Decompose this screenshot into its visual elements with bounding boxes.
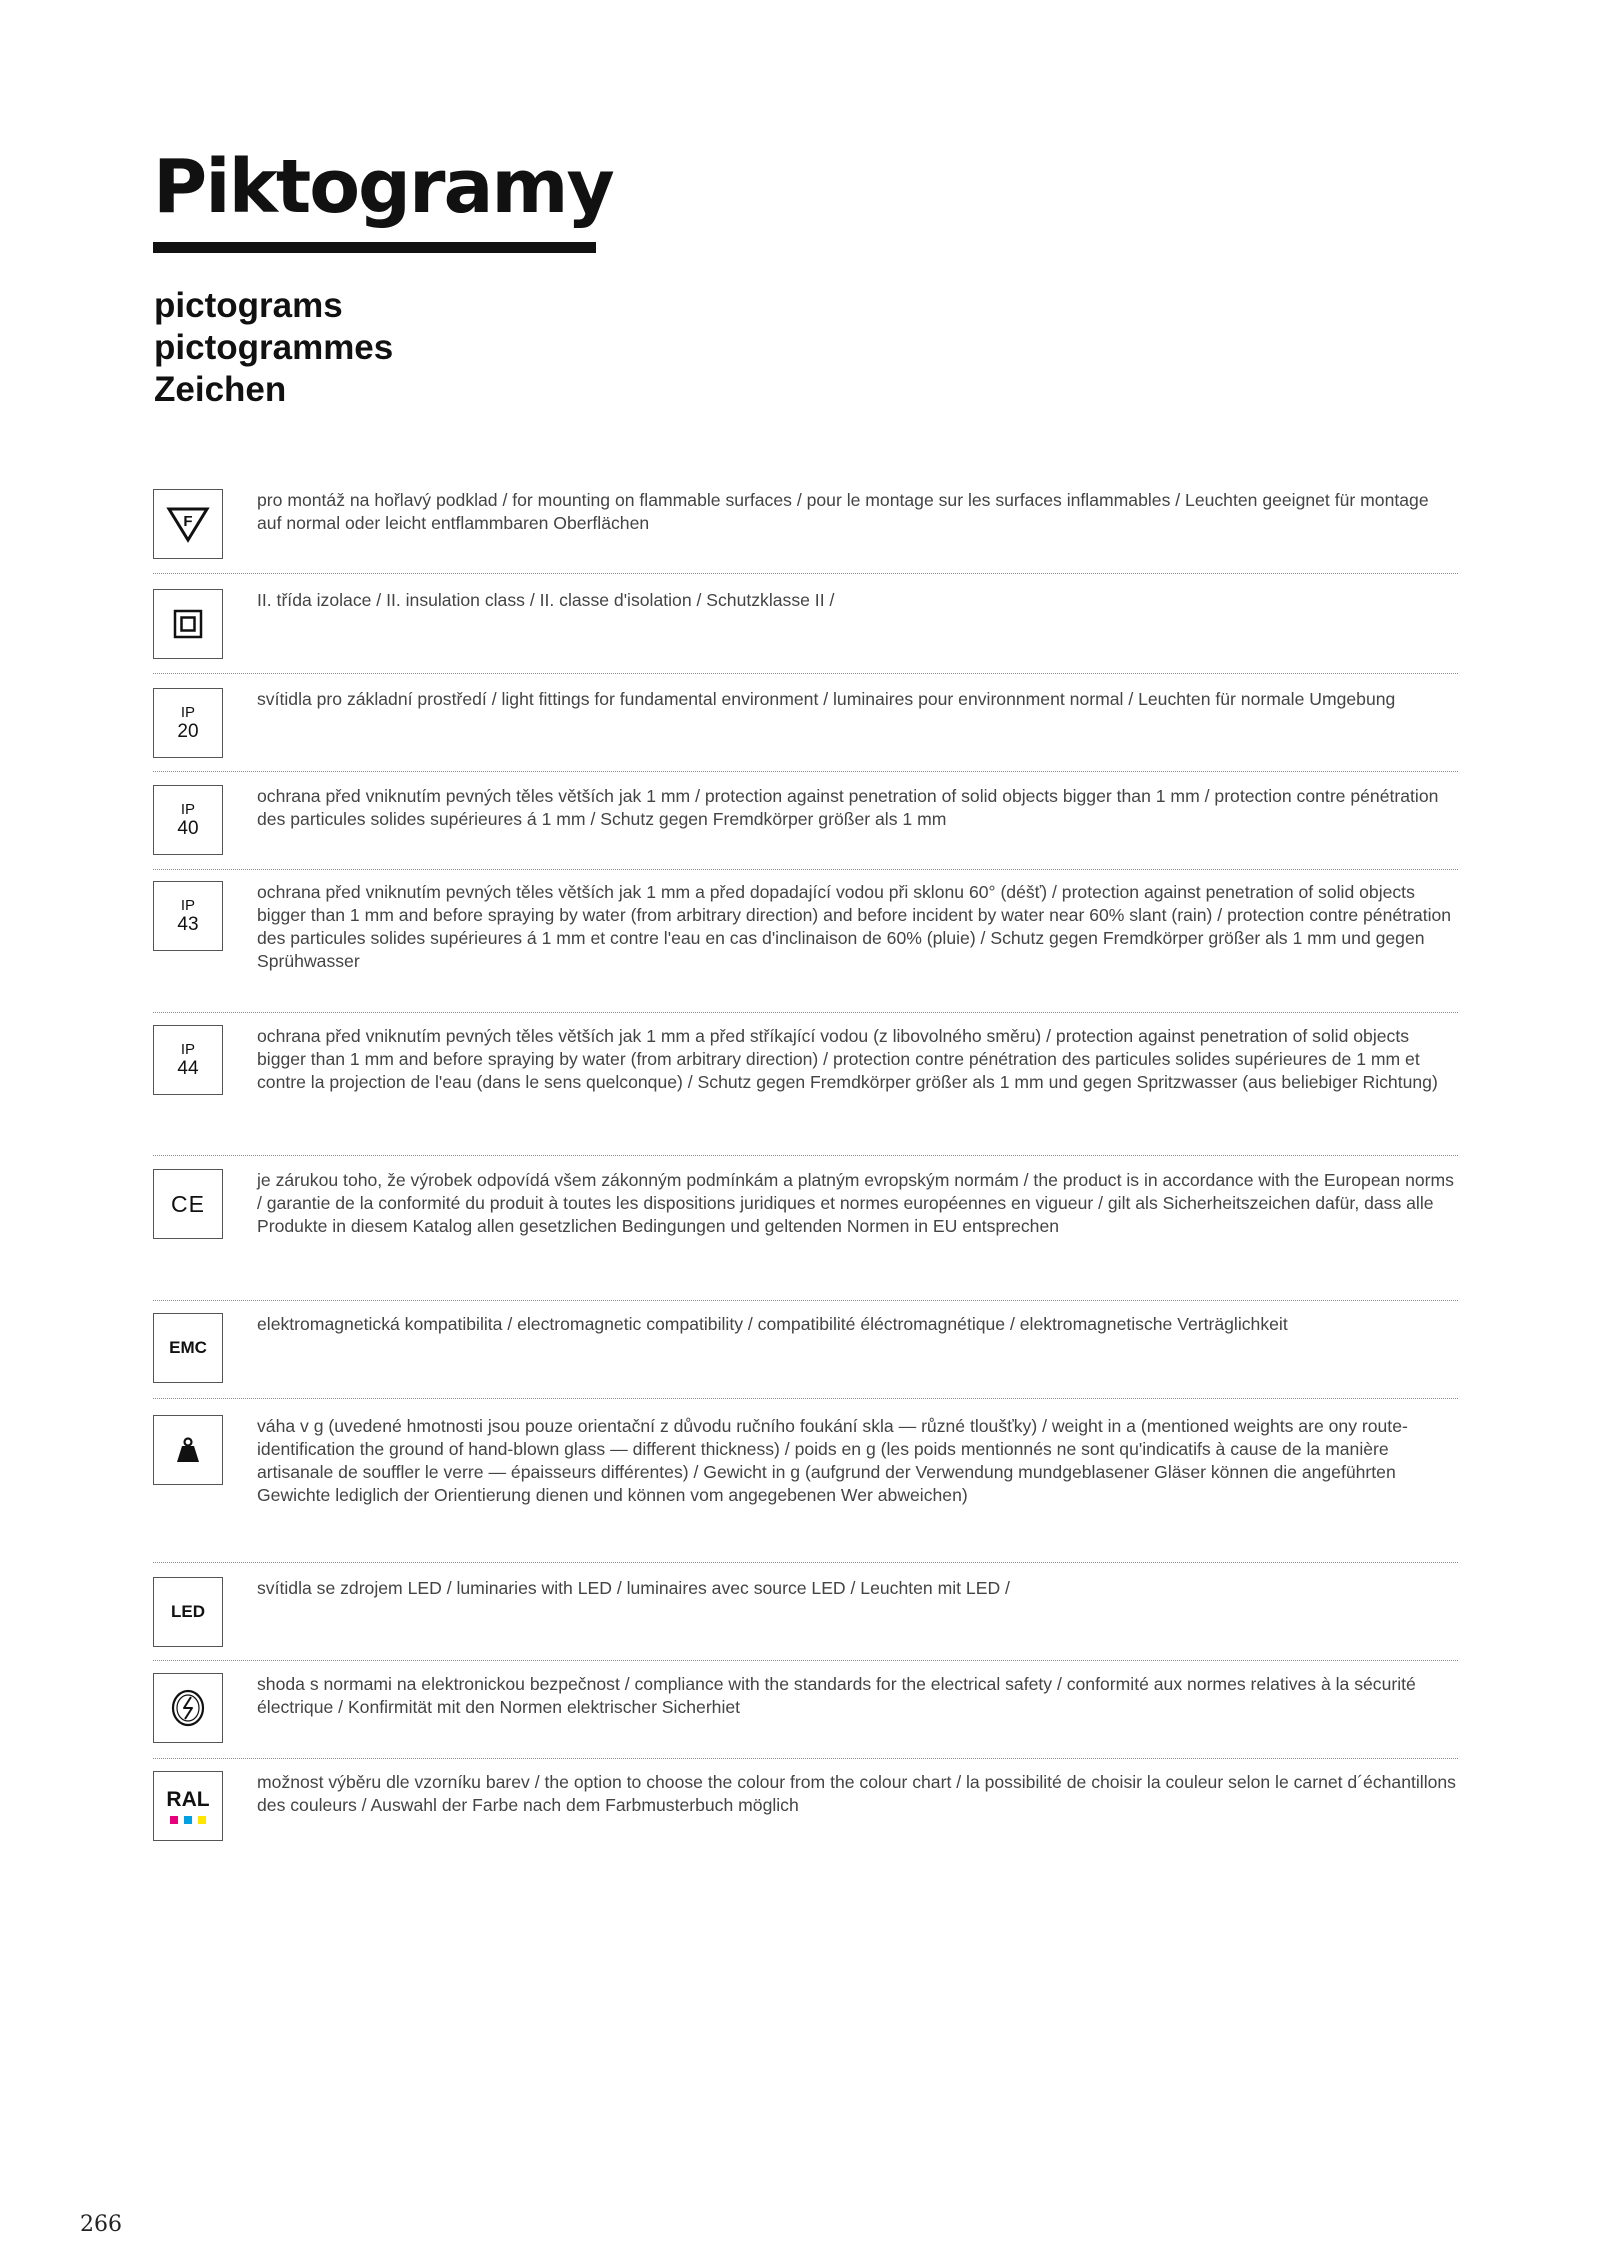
pictogram-description: ochrana před vniknutím pevných těles větších jak 1 mm a před dopadající vodou při sklonu 60° (déšť) / protection against penetration of solid objects bigger than 1 mm and before spraying by water (from arbitrary direction) and before incident by water near 60% slant (rain) / protection contre pénétration des particules solides supérieures á 1 mm et contre l'eau en cas d'inclinaison de 60% (pluie) / Schutz gegen Fremdkörper größer als 1 mm und gegen Sprühwasser — [257, 882, 1452, 971]
ip-rating: 20 — [177, 721, 199, 742]
pictogram-description: shoda s normami na elektronickou bezpečnost / compliance with the standards for the electrical safety / conformité aux normes relatives à la sécurité électrique / Konfirmität mit den Normen elektrischer Sicherhiet — [257, 1674, 1416, 1717]
emc-icon — [153, 1313, 223, 1383]
ip-rating: 43 — [177, 914, 199, 935]
subtitle-en: pictograms — [154, 286, 343, 325]
emc-label: EMC — [169, 1338, 207, 1357]
dotted-divider — [153, 869, 1458, 870]
insulation-class-ii-icon — [153, 589, 223, 659]
pictogram-description: je zárukou toho, že výrobek odpovídá všem zákonným podmínkám a platným evropským normám / the product is in accordance with the European norms / garantie de la conformité du produit à toutes les dispositions juridiques et normes européennes en vigueur / gilt als Sicherheitszeichen dafür, dass alle Produkte in diesem Katalog allen gesetzlichen Bedingungen und geltenden Normen in EU entsprechen — [257, 1170, 1454, 1236]
ral-label: RAL — [166, 1787, 210, 1811]
ip20-icon — [153, 688, 223, 758]
dotted-divider — [153, 1758, 1458, 1759]
ip40-icon — [153, 785, 223, 855]
ip-rating: 44 — [177, 1058, 199, 1079]
page-number: 266 — [80, 2212, 122, 2237]
ce-mark-icon — [153, 1169, 223, 1239]
ral-colour-icon — [153, 1771, 223, 1841]
flammable-surface-f-icon — [153, 489, 223, 559]
dotted-divider — [153, 573, 1458, 574]
pictogram-description: pro montáž na hořlavý podklad / for mounting on flammable surfaces / pour le montage sur les surfaces inflammables / Leuchten geeignet für montage auf normal oder leicht entflammbaren Oberflächen — [257, 490, 1429, 533]
electrical-safety-esc-icon — [153, 1673, 223, 1743]
pictogram-description: ochrana před vniknutím pevných těles větších jak 1 mm / protection against penetration of solid objects bigger than 1 mm / protection contre pénétration des particules solides supérieures á 1 mm / Schutz gegen Fremdkörper größer als 1 mm — [257, 786, 1439, 829]
ce-label: CE — [171, 1190, 205, 1217]
dotted-divider — [153, 1300, 1458, 1301]
weight-icon — [153, 1415, 223, 1485]
dotted-divider — [153, 1155, 1458, 1156]
ip44-icon — [153, 1025, 223, 1095]
yellow-swatch — [198, 1816, 206, 1824]
pictogram-description: ochrana před vniknutím pevných těles větších jak 1 mm a před stříkající vodou (z libovolného směru) / protection against penetration of solid objects bigger than 1 mm and before spraying by water (from arbitrary direction) / protection contre pénétration des particules solides supérieures de 1 mm et contre la projection de l'eau (dans le sens quelconque) / Schutz gegen Fremdkörper größer als 1 mm und gegen Spritzwasser (aus beliebiger Richtung) — [257, 1026, 1438, 1092]
svg-text:F: F — [183, 513, 193, 530]
dotted-divider — [153, 1660, 1458, 1661]
dotted-divider — [153, 673, 1458, 674]
pictogram-description: váha v g (uvedené hmotnosti jsou pouze orientační z důvodu ručního foukání skla — různé tloušťky) / weight in a (mentioned weights are ony route-identification the ground of hand-blown glass — different thickness) / poids en g (les poids mentionnés ne sont qu'indicatifs à cause de la manière artisanale de souffler le verre — épaisseurs différentes) / Gewicht in g (aufgrund der Verwendung mundgeblasener Gläser können die angeführten Gewichte lediglich der Orientierung dienen und können vom angegebenen Wer abweichen) — [257, 1416, 1408, 1505]
dotted-divider — [153, 1012, 1458, 1013]
dotted-divider — [153, 771, 1458, 772]
page-title: Piktogramy — [153, 144, 613, 230]
ip43-icon — [153, 881, 223, 951]
pictogram-description: svítidla se zdrojem LED / luminaries with LED / luminaires avec source LED / Leuchten mit LED / — [257, 1578, 1010, 1598]
cyan-swatch — [184, 1816, 192, 1824]
pictogram-description: elektromagnetická kompatibilita / electromagnetic compatibility / compatibilité éléctromagnétique / elektromagnetische Verträglichkeit — [257, 1314, 1288, 1334]
led-label: LED — [171, 1602, 205, 1621]
pictogram-description: svítidla pro základní prostředí / light fittings for fundamental environment / luminaires pour environnment normal / Leuchten für normale Umgebung — [257, 689, 1396, 709]
ip-label: IP — [180, 801, 196, 818]
ip-label: IP — [180, 1041, 196, 1058]
dotted-divider — [153, 1562, 1458, 1563]
ip-rating: 40 — [177, 818, 199, 839]
pictogram-description: možnost výběru dle vzorníku barev / the option to choose the colour from the colour chart / la possibilité de choisir la couleur selon le carnet d´échantillons des couleurs / Auswahl der Farbe nach dem Farbmusterbuch möglich — [257, 1772, 1456, 1815]
ip-label: IP — [180, 704, 196, 721]
dotted-divider — [153, 1398, 1458, 1399]
magenta-swatch — [170, 1816, 178, 1824]
ip-label: IP — [180, 897, 196, 914]
ral-swatches — [170, 1816, 206, 1824]
led-icon — [153, 1577, 223, 1647]
pictogram-description: II. třída izolace / II. insulation class / II. classe d'isolation / Schutzklasse II / — [257, 590, 835, 610]
subtitle-fr: pictogrammes — [154, 328, 394, 367]
subtitle-de: Zeichen — [154, 370, 287, 409]
